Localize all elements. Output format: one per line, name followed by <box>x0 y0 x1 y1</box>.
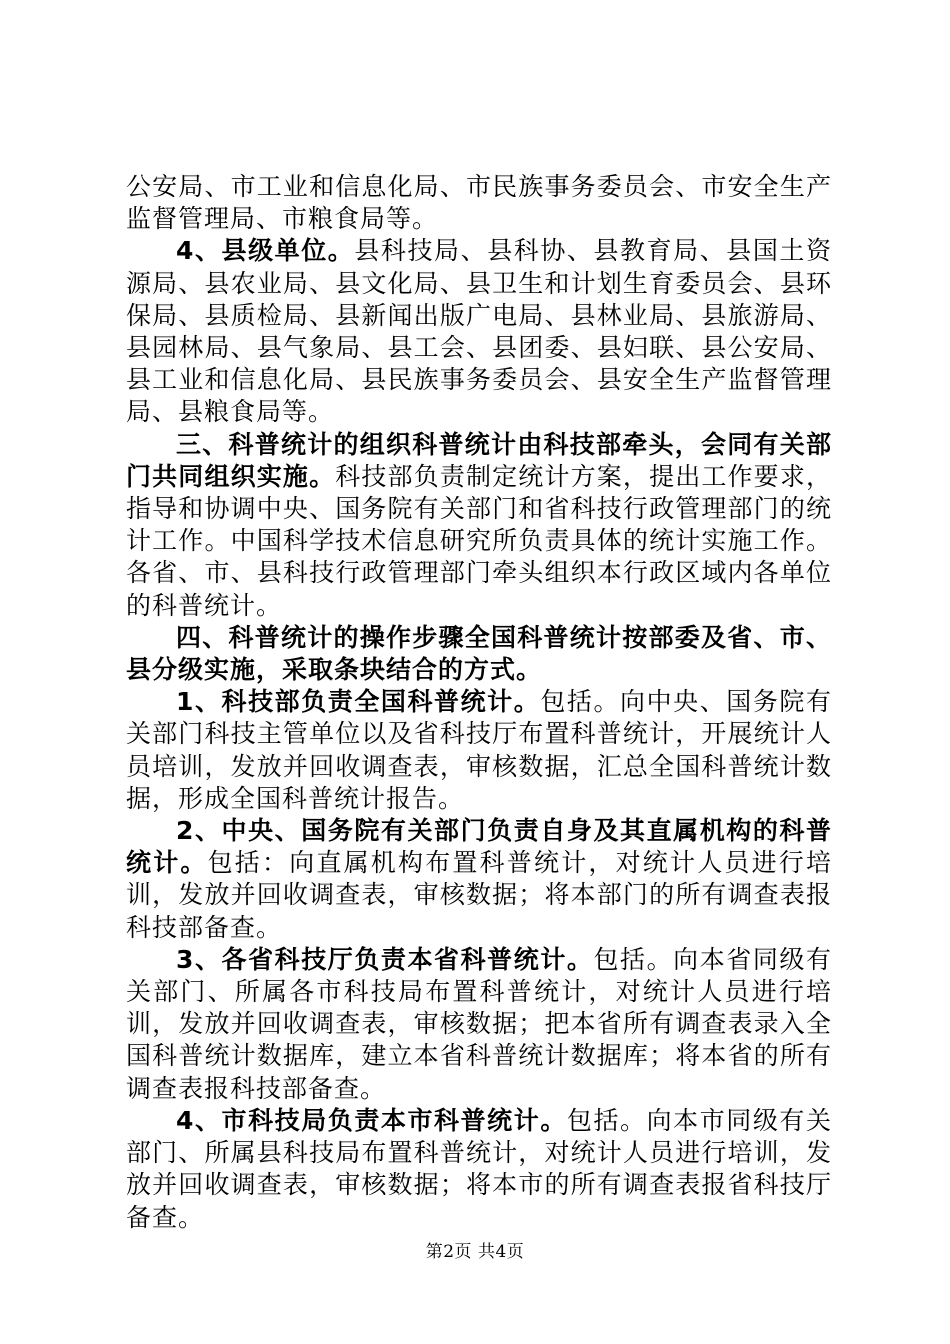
paragraph-2-text: 县科技局、县科协、县教育局、县国土资源局、县农业局、县文化局、县卫生和计划生育委员会、县环保局、县质检局、县新闻出版广电局、县林业局、县旅游局、县园林局、县气象局、县工会、县团委、县妇联、县公安局、县工业和信息化局、县民族事务委员会、县安全生产监督管理局、县粮食局等。 <box>126 236 832 427</box>
paragraph-8 <box>126 1105 832 1234</box>
paragraph-8-text: 包括。向本市同级有关部门、所属县科技局布置科普统计，对统计人员进行培训，发放并回收调查表，审核数据；将本市的所有调查表报省科技厅备查。 <box>126 1105 832 1232</box>
paragraph-6-text: 包括：向直属机构布置科普统计，对统计人员进行培训，发放并回收调查表，审核数据；将本部门的所有调查表报科技部备查。 <box>126 848 832 942</box>
paragraph-5-text: 包括。向中央、国务院有关部门科技主管单位以及省科技厅布置科普统计，开展统计人员培训，发放并回收调查表，审核数据，汇总全国科普统计数据，形成全国科普统计报告。 <box>126 687 832 813</box>
paragraph-3-heading: 三、科普统计的组织科普统计由科技部牵头，会同有关部门共同组织实施。 <box>126 429 832 491</box>
paragraph-6-heading: 2、中央、国务院有关部门负责自身及其直属机构的科普统计。 <box>126 816 832 878</box>
paragraph-3-text: 科技部负责制定统计方案，提出工作要求，指导和协调中央、国务院有关部门和省科技行政管理部门的统计工作。中国科学技术信息研究所负责具体的统计实施工作。各省、市、县科技行政管理部门牵头组织本行政区域内各单位的科普统计。 <box>126 461 832 620</box>
page-number-label: 第2页 共4页 <box>425 1242 525 1262</box>
paragraph-1 <box>126 171 832 235</box>
paragraph-2-heading: 4、县级单位。 <box>176 236 355 266</box>
paragraph-4-heading: 四、科普统计的操作步骤全国科普统计按部委及省、市、县分级实施，采取条块结合的方式。 <box>126 622 832 685</box>
paragraph-6 <box>126 815 832 944</box>
paragraph-3 <box>126 429 832 622</box>
document-body <box>126 171 832 1234</box>
paragraph-1-text: 公安局、市工业和信息化局、市民族事务委员会、市安全生产监督管理局、市粮食局等。 <box>126 172 832 234</box>
paragraph-8-heading: 4、市科技局负责本市科普统计。 <box>176 1105 567 1135</box>
paragraph-2 <box>126 235 832 428</box>
paragraph-5 <box>126 686 832 815</box>
paragraph-5-heading: 1、科技部负责全国科普统计。 <box>176 687 541 717</box>
page-footer <box>0 1241 950 1263</box>
paragraph-4 <box>126 622 832 686</box>
paragraph-7-heading: 3、各省科技厅负责本省科普统计。 <box>176 944 594 974</box>
paragraph-7 <box>126 944 832 1105</box>
paragraph-7-text: 包括。向本省同级有关部门、所属各市科技局布置科普统计，对统计人员进行培训，发放并回收调查表，审核数据；把本省所有调查表录入全国科普统计数据库，建立本省科普统计数据库；将本省的所有调查表报科技部备查。 <box>126 944 832 1103</box>
